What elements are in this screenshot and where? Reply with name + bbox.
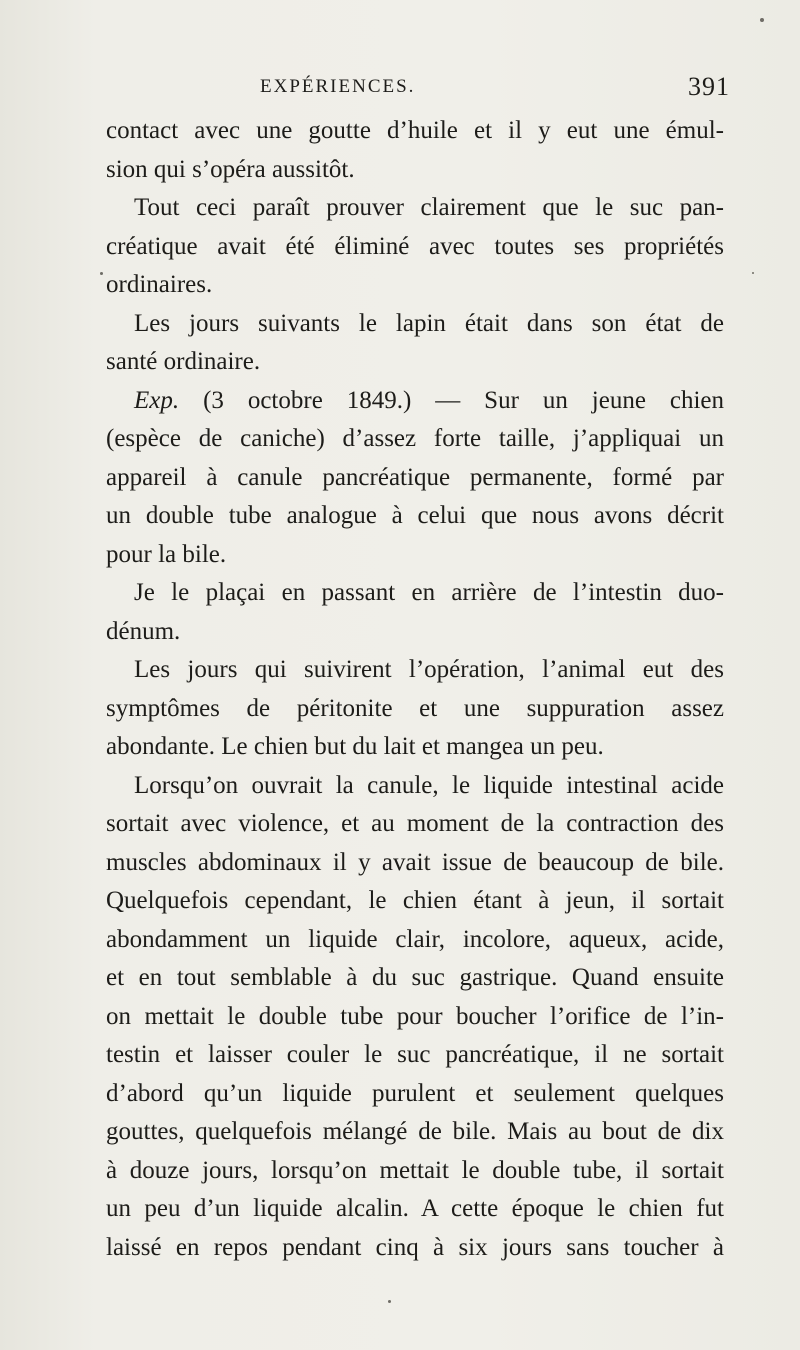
page-number: 391: [688, 72, 730, 101]
text-line: créatique avait été éliminé avec toutes ses propriétés: [106, 232, 724, 260]
running-head: [110, 72, 730, 104]
text-line: muscles abdominaux il y avait issue de beaucoup de bile.: [106, 848, 724, 876]
text-line: dénum.: [106, 617, 181, 645]
paper-speck: [100, 272, 103, 275]
text-line: contact avec une goutte d’huile et il y eut une émul-: [106, 117, 724, 144]
text-line: ordinaires.: [106, 271, 213, 298]
experiment-label: Exp.: [134, 386, 180, 414]
body-text: [106, 112, 724, 1267]
text-line: Tout ceci paraît prouver clairement que le suc pan-: [134, 194, 724, 221]
text-line: (espèce de caniche) d’assez forte taille, j’appliquai un: [106, 425, 724, 452]
running-title: EXPÉRIENCES.: [260, 76, 416, 97]
text-line: sion qui s’opéra aussitôt.: [106, 155, 355, 183]
text-line: à douze jours, lorsqu’on mettait le double tube, il sortait: [106, 1156, 724, 1184]
text-line: abondamment un liquide clair, incolore, aqueux, acide,: [106, 925, 724, 953]
text-line: Lorsqu’on ouvrait la canule, le liquide intestinal acide: [134, 771, 724, 799]
paper-speck: [388, 1300, 391, 1303]
text-line: appareil à canule pancréatique permanente, formé par: [106, 463, 724, 491]
text-line: laissé en repos pendant cinq à six jours sans toucher à: [106, 1233, 724, 1261]
text-line: gouttes, quelquefois mélangé de bile. Mais au bout de dix: [106, 1118, 724, 1145]
text-line: testin et laisser couler le suc pancréatique, il ne sortait: [106, 1041, 724, 1068]
text-line: on mettait le double tube pour boucher l’orifice de l’in-: [106, 1002, 724, 1030]
text-line: symptômes de péritonite et une suppuration assez: [106, 694, 724, 722]
text-line: un peu d’un liquide alcalin. A cette époque le chien fut: [106, 1195, 724, 1222]
text-line: Quelquefois cependant, le chien étant à jeun, il sortait: [106, 887, 724, 914]
text-line: [106, 382, 724, 421]
text-line-rest: (3 octobre 1849.) — Sur un jeune chien: [179, 386, 724, 414]
text-line: abondante. Le chien but du lait et mangea un peu.: [106, 733, 604, 760]
text-line: santé ordinaire.: [106, 348, 261, 375]
text-line: Je le plaçai en passant en arrière de l’intestin duo-: [134, 579, 724, 606]
text-line: d’abord qu’un liquide purulent et seulement quelques: [106, 1079, 724, 1107]
text-line: Les jours qui suivirent l’opération, l’animal eut des: [134, 656, 724, 683]
text-line: un double tube analogue à celui que nous avons décrit: [106, 502, 724, 529]
text-line: pour la bile.: [106, 540, 227, 568]
paper-speck: [760, 18, 764, 22]
text-line: Les jours suivants le lapin était dans son état de: [134, 309, 724, 337]
text-line: et en tout semblable à du suc gastrique. Quand ensuite: [106, 964, 724, 991]
text-line: sortait avec violence, et au moment de la contraction des: [106, 810, 724, 837]
paper-speck: [752, 272, 754, 274]
